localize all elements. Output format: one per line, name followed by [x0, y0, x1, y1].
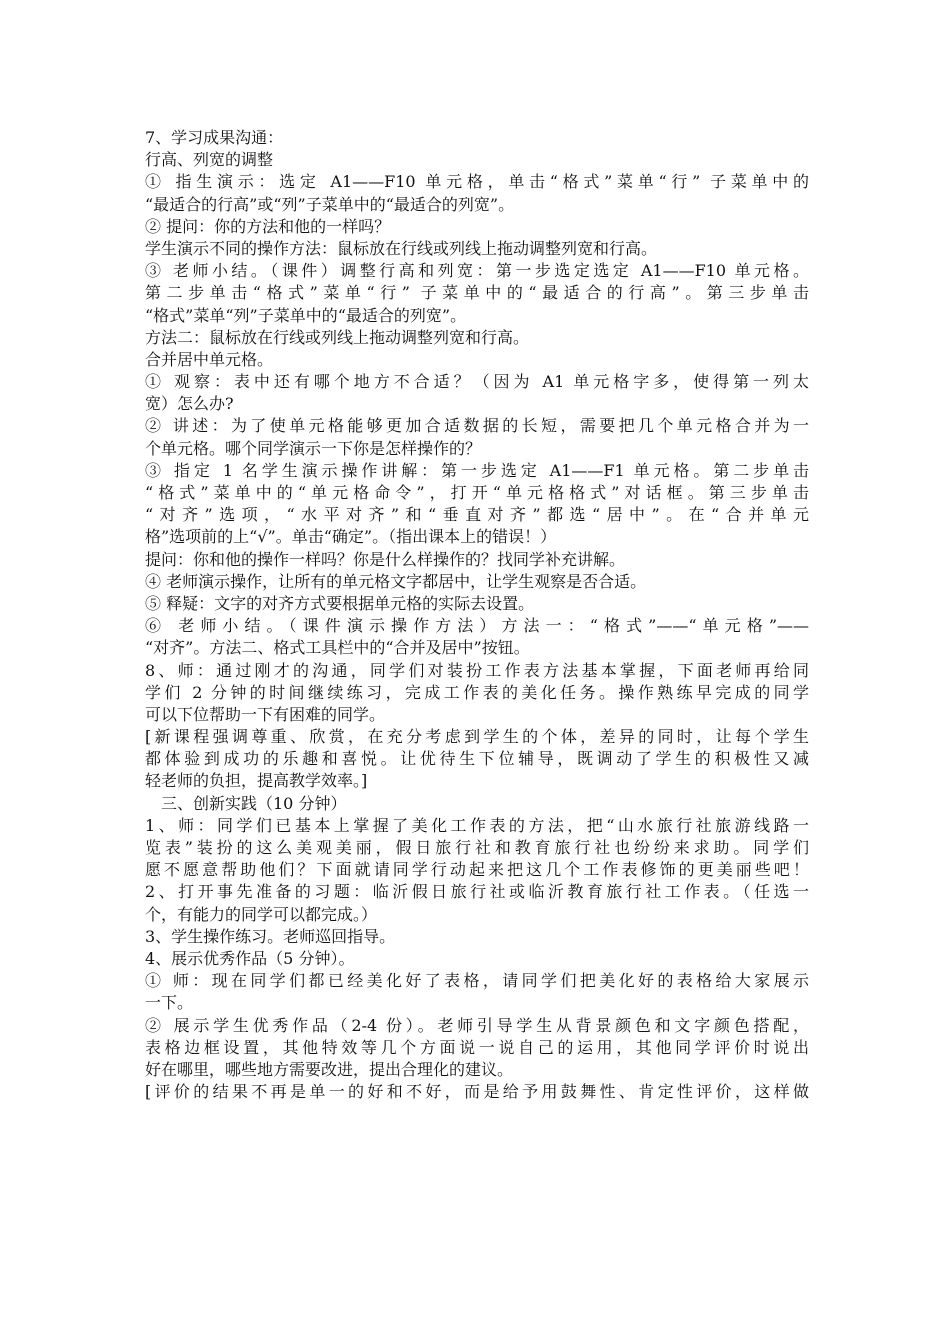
- text-line: 提问：你和他的操作一样吗？你是什么样操作的？找同学补充讲解。: [145, 549, 626, 569]
- text-line: ③ 指定 1 名学生演示操作讲解：第一步选定 A1——F1 单元格。第二步单击: [145, 460, 809, 480]
- text-line: 学们 2 分钟的时间继续练习，完成工作表的美化任务。操作熟练早完成的同学: [145, 682, 809, 702]
- text-line: 3、学生操作练习。老师巡回指导。: [145, 926, 396, 946]
- text-line: ⑥ 老师小结。（课件演示操作方法）方法一：“格式”——“单元格”——: [145, 616, 809, 636]
- text-line: 好在哪里，哪些地方需要改进，提出合理化的建议。: [145, 1059, 514, 1079]
- text-line: 表格边框设置，其他特效等几个方面说一说自己的运用，其他同学评价时说出: [145, 1037, 809, 1057]
- text-line: 愿不愿意帮助他们？下面就请同学行动起来把这几个工作表修饰的更美丽些吧！: [145, 860, 809, 880]
- text-line: ⑤ 释疑：文字的对齐方式要根据单元格的实际去设置。: [145, 593, 535, 613]
- document-page: [145, 127, 809, 1103]
- text-line: 轻老师的负担，提高教学效率。]: [145, 771, 368, 791]
- text-line: ② 展示学生优秀作品（2-4 份）。老师引导学生从背景颜色和文字颜色搭配，: [145, 1015, 809, 1035]
- text-line: 学生演示不同的操作方法：鼠标放在行线或列线上拖动调整列宽和行高。: [145, 238, 658, 258]
- text-line: 一下。: [145, 993, 194, 1013]
- text-line: 行高、列宽的调整: [145, 150, 274, 170]
- text-line: 第二步单击“格式”菜单“行” 子菜单中的“最适合的行高”。第三步单击: [145, 283, 809, 303]
- text-line: 合并居中单元格。: [145, 349, 274, 369]
- text-line: [评价的结果不再是单一的好和不好，而是给予用鼓舞性、肯定性评价，这样做: [145, 1082, 809, 1102]
- text-line: [新课程强调尊重、欣赏，在充分考虑到学生的个体，差异的同时，让每个学生: [145, 727, 809, 747]
- text-line: “格式”菜单中的“单元格命令”，打开“单元格格式”对话框。第三步单击: [145, 483, 809, 502]
- text-line: 都体验到成功的乐趣和喜悦。让优待生下位辅导，既调动了学生的积极性又减: [145, 749, 809, 769]
- text-line: ② 提问：你的方法和他的一样吗？: [145, 216, 391, 236]
- text-line: “最适合的行高”或“列”子菜单中的“最适合的列宽”。: [145, 194, 515, 214]
- text-line: 2、打开事先准备的习题：临沂假日旅行社或临沂教育旅行社工作表。（任选一: [145, 882, 809, 902]
- text-line: 个，有能力的同学可以都完成。）: [145, 904, 378, 924]
- text-line: 1、师：同学们已基本上掌握了美化工作表的方法，把“山水旅行社旅游线路一: [145, 815, 809, 835]
- text-line: 个单元格。哪个同学演示一下你是怎样操作的？: [145, 438, 482, 458]
- text-line: ② 讲述：为了使单元格能够更加合适数据的长短，需要把几个单元格合并为一: [145, 416, 809, 436]
- text-line: ① 指生演示：选定 A1——F10 单元格，单击“格式”菜单“行” 子菜单中的: [145, 172, 809, 192]
- text-line: “对齐”。方法二、格式工具栏中的“合并及居中”按钮。: [145, 638, 530, 658]
- text-line: 方法二：鼠标放在行线或列线上拖动调整列宽和行高。: [145, 327, 530, 347]
- text-line: 7、学习成果沟通：: [145, 128, 284, 147]
- text-line: 4、展示优秀作品（5 分钟）。: [145, 948, 355, 968]
- text-line: 宽）怎么办?: [145, 394, 234, 414]
- text-line: 三、创新实践（10 分钟）: [161, 793, 347, 813]
- text-line: “格式”菜单“列”子菜单中的“最适合的列宽”。: [145, 305, 467, 325]
- text-line: 可以下位帮助一下有困难的同学。: [145, 704, 386, 724]
- text-line: 览表”装扮的这么美观美丽，假日旅行社和教育旅行社也纷纷来求助。同学们: [145, 838, 809, 857]
- text-line: ① 观察：表中还有哪个地方不合适？（因为 A1 单元格字多，使得第一列太: [145, 372, 809, 392]
- text-line: ④ 老师演示操作，让所有的单元格文字都居中，让学生观察是否合适。: [145, 571, 647, 591]
- text-line: “对齐”选项，“水平对齐”和“垂直对齐”都选“居中”。在“合并单元: [145, 505, 809, 525]
- text-line: ① 师：现在同学们都已经美化好了表格，请同学们把美化好的表格给大家展示: [145, 971, 809, 991]
- text-line: 8、师：通过刚才的沟通，同学们对装扮工作表方法基本掌握，下面老师再给同: [145, 660, 809, 680]
- text-line: ③ 老师小结。（课件）调整行高和列宽：第一步选定选定 A1——F10 单元格。: [145, 261, 809, 281]
- text-line: 格”选项前的上“√”。单击“确定”。（指出课本上的错误！）: [145, 527, 557, 547]
